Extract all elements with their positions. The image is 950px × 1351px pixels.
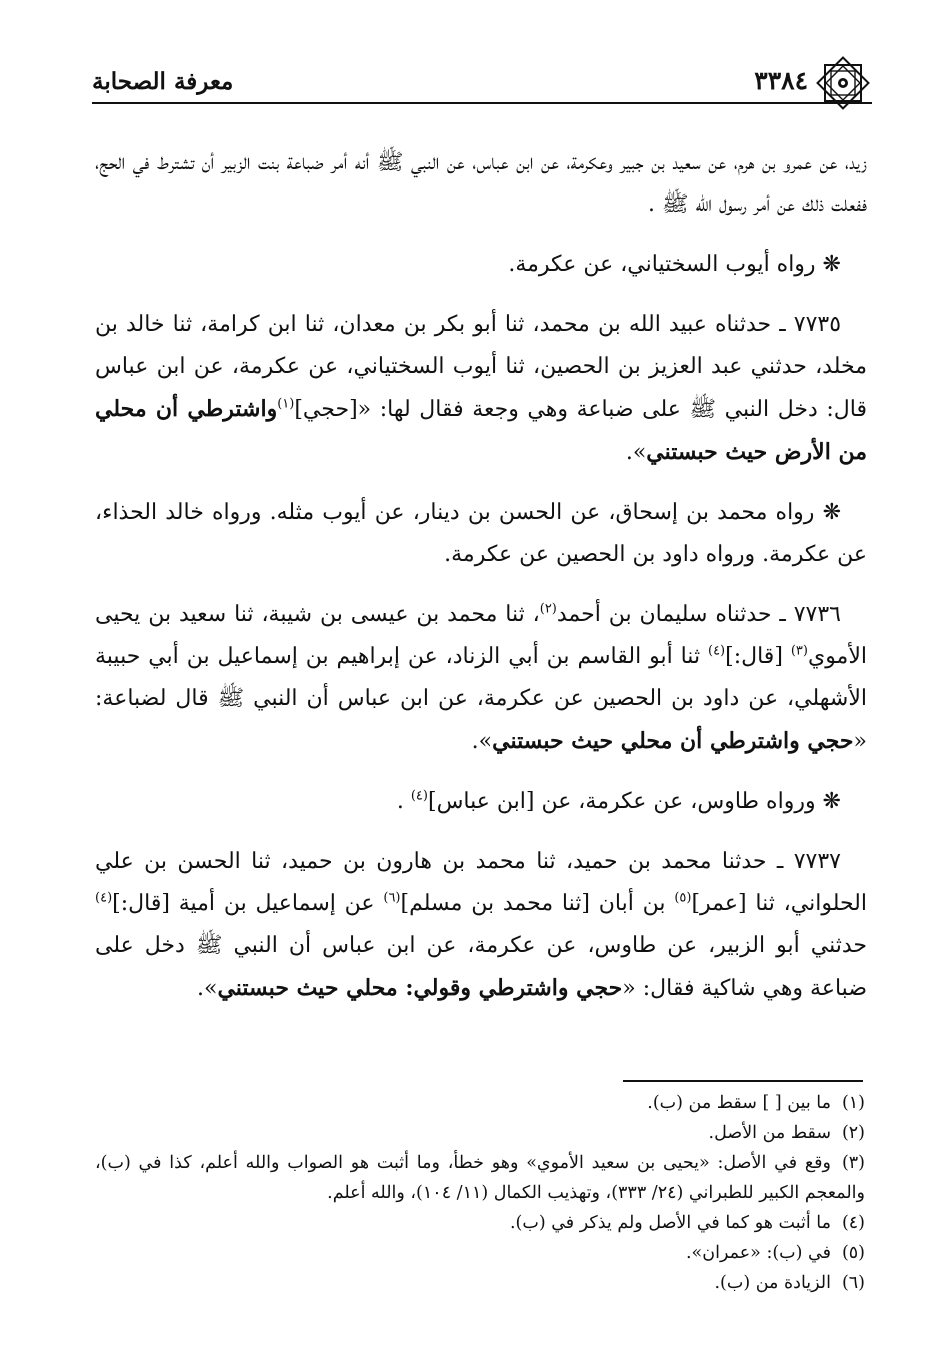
paragraph-text: زيد، عن عمرو بن هرم، عن سعيد بن جبير وعكرمة، عن ابن عباس، عن النبي ﷺ أنه أمر ضباعة بنت الزبير أن تشترط في الحج، ففعلت ذلك عن أمر رسول الله ﷺ . bbox=[95, 150, 867, 217]
hadith-7737 bbox=[95, 841, 867, 1010]
running-title: معرفة الصحابة bbox=[92, 68, 234, 95]
footnote-item bbox=[95, 1238, 865, 1268]
paragraph-text: ❋ رواه محمد بن إسحاق، عن الحسن بن دينار، عن أيوب مثله. ورواه خالد الحذاء، عن عكرمة. ورواه داود بن الحصين عن عكرمة. bbox=[95, 500, 867, 567]
paragraph-text: ، ثنا محمد بن عيسى بن شيبة، ثنا سعيد بن يحيى الأموي bbox=[95, 602, 867, 669]
footnote-text: سقط من الأصل. bbox=[708, 1123, 831, 1143]
paragraph-text: . bbox=[396, 789, 411, 814]
footnote-item bbox=[95, 1208, 865, 1238]
footnote-item bbox=[95, 1268, 865, 1298]
paragraph-6 bbox=[95, 781, 867, 823]
footnote-text: وقع في الأصل: «يحيى بن سعيد الأموي» وهو خطأ، وما أثبت هو الصواب والله أعلم، كذا في (ب)، والمعجم الكبير للطبراني (٢٤/ ٣٣٣)، وتهذيب الكمال (١١/ ١٠٤)، والله أعلم. bbox=[95, 1153, 865, 1203]
paragraph-text: بن أبان [ثنا محمد بن مسلم] bbox=[400, 891, 675, 916]
hadith-quote: واشترطي أن محلي من الأرض حيث حبستني bbox=[95, 396, 867, 465]
footnote-ref[interactable]: (٣) bbox=[790, 643, 808, 659]
footnote-item bbox=[95, 1088, 865, 1118]
hadith-quote: حجي واشترطي أن محلي حيث حبستني bbox=[492, 728, 854, 754]
footnote-number: (٥) bbox=[841, 1243, 865, 1263]
page-header bbox=[92, 58, 872, 104]
paragraph-text: ❋ ورواه طاوس، عن عكرمة، عن [ابن عباس] bbox=[427, 789, 841, 814]
paragraph-text: عن إسماعيل بن أمية [قال:] bbox=[112, 891, 384, 916]
footnote-text: ما أثبت هو كما في الأصل ولم يذكر في (ب). bbox=[509, 1213, 831, 1233]
footnote-ref[interactable]: (٦) bbox=[383, 890, 401, 906]
footnote-ref[interactable]: (٤) bbox=[95, 890, 113, 906]
paragraph-text: ٧٧٣٦ ـ حدثناه سليمان بن أحمد bbox=[556, 602, 841, 627]
paragraph-text: ٧٧٣٧ ـ حدثنا محمد بن حميد، ثنا محمد بن هارون بن حميد، ثنا الحسن بن علي الحلواني، ثنا [عمر] bbox=[95, 849, 867, 916]
hadith-7736 bbox=[95, 594, 867, 763]
footnote-number: (١) bbox=[841, 1093, 865, 1113]
page-number: ٣٣٨٤ bbox=[754, 66, 808, 95]
paragraph-text: ». bbox=[196, 976, 218, 1001]
footnote-number: (٣) bbox=[841, 1153, 865, 1173]
footnote-ref[interactable]: (٤) bbox=[410, 788, 428, 804]
footnote-text: ما بين [ ] سقط من (ب). bbox=[647, 1093, 831, 1113]
footnote-item bbox=[95, 1148, 865, 1208]
footnote-ref[interactable]: (١) bbox=[277, 396, 295, 412]
footnotes bbox=[95, 1088, 865, 1298]
paragraph-text: ٧٧٣٥ ـ حدثناه عبيد الله بن محمد، ثنا أبو بكر بن معدان، ثنا ابن كرامة، ثنا خالد بن مخلد، حدثني عبد العزيز بن الحصين، ثنا أيوب السختياني، عن عكرمة، عن ابن عباس قال: دخل النبي ﷺ على ضباعة وهي وجعة فقال لها: «[حجي] bbox=[95, 312, 867, 422]
paragraph-text: [قال:] bbox=[725, 644, 791, 669]
paragraph-1 bbox=[95, 142, 867, 226]
footnote-number: (٤) bbox=[841, 1213, 865, 1233]
footnote-text: الزيادة من (ب). bbox=[714, 1273, 831, 1293]
footnote-text: في (ب): «عمران». bbox=[685, 1243, 831, 1263]
footnote-number: (٦) bbox=[841, 1273, 865, 1293]
paragraph-4 bbox=[95, 492, 867, 576]
footnote-ref[interactable]: (٥) bbox=[674, 890, 692, 906]
paragraph-text: ثنا أبو القاسم بن أبي الزناد، عن إبراهيم بن إسماعيل بن أبي حبيبة الأشهلي، عن داود بن الحصين عن عكرمة، عن ابن عباس أن النبي ﷺ قال لضباعة: « bbox=[95, 644, 867, 754]
paragraph-2 bbox=[95, 244, 867, 286]
hadith-7735 bbox=[95, 304, 867, 474]
footnote-ref[interactable]: (٢) bbox=[539, 601, 557, 617]
main-text bbox=[95, 142, 867, 1028]
footnote-number: (٢) bbox=[841, 1123, 865, 1143]
paragraph-text: ». bbox=[625, 440, 647, 465]
footnote-item bbox=[95, 1118, 865, 1148]
hadith-quote: حجي واشترطي وقولي: محلي حيث حبستني bbox=[217, 975, 623, 1001]
octagonal-star-ornament-icon bbox=[814, 54, 872, 112]
footnote-ref[interactable]: (٤) bbox=[707, 643, 726, 659]
footnote-divider bbox=[623, 1080, 863, 1082]
paragraph-text: حدثني أبو الزبير، عن طاوس، عن عكرمة، عن ابن عباس أن النبي ﷺ دخل على ضباعة وهي شاكية فقال: « bbox=[95, 933, 867, 1001]
paragraph-text: ». bbox=[471, 729, 493, 754]
paragraph-text: ❋ رواه أيوب السختياني، عن عكرمة. bbox=[508, 252, 841, 277]
